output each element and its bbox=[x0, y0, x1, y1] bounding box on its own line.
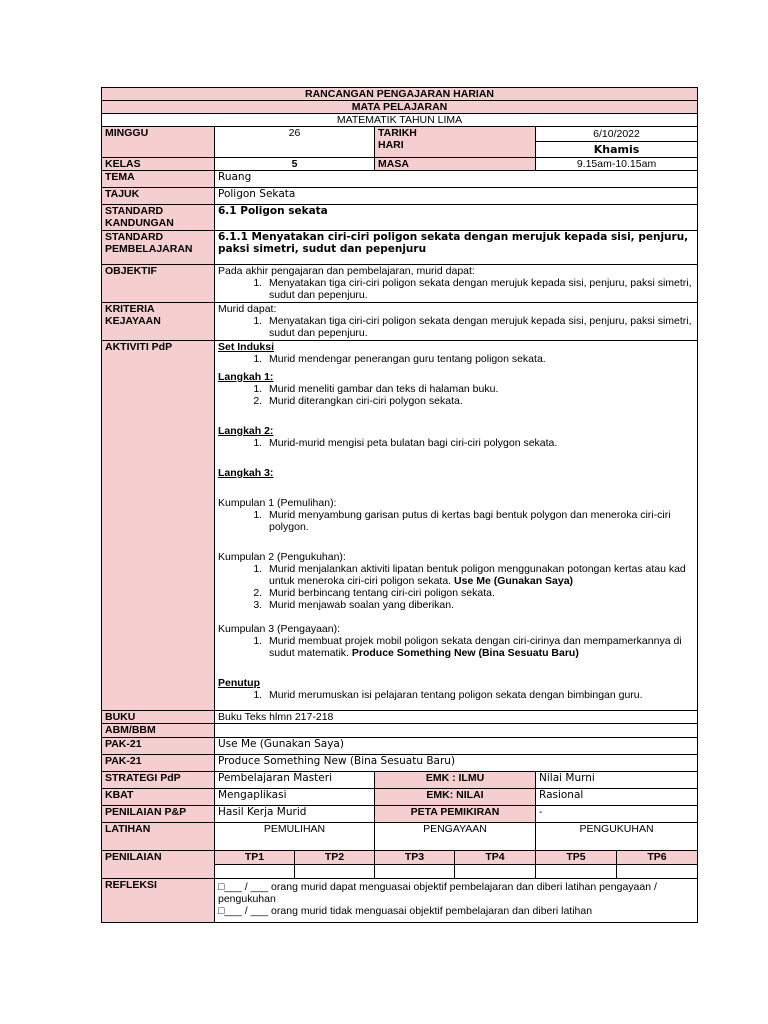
tp3-header: TP3 bbox=[375, 851, 455, 865]
kriteria-label: KRITERIA KEJAYAAN bbox=[102, 303, 215, 341]
latihan-label: LATIHAN bbox=[102, 823, 215, 851]
tp4-cell bbox=[455, 865, 536, 879]
kumpulan3-title: Kumpulan 3 (Pengayaan): bbox=[218, 623, 340, 635]
abm-value bbox=[215, 724, 698, 738]
latihan-pengukuhan: PENGUKUHAN bbox=[536, 823, 698, 851]
pak21-value: Use Me (Gunakan Saya) bbox=[215, 738, 698, 755]
emk-nilai-label: EMK: NILAI bbox=[375, 789, 536, 806]
sp-value: 6.1.1 Menyatakan ciri-ciri poligon sekata dengan merujuk kepada sisi, penjuru, paksi simetri, sudut dan pepenjuru bbox=[215, 231, 698, 265]
kbat-label: KBAT bbox=[102, 789, 215, 806]
plan-title: RANCANGAN PENGAJARAN HARIAN bbox=[102, 88, 698, 101]
langkah1-item: 2. Murid diterangkan ciri-ciri polygon sekata. bbox=[265, 395, 694, 407]
kelas-value: 5 bbox=[215, 158, 375, 171]
objektif-intro: Pada akhir pengajaran dan pembelajaran, murid dapat: bbox=[218, 265, 475, 277]
refleksi-content bbox=[215, 879, 698, 923]
set-induksi-title: Set Induksi bbox=[218, 341, 275, 353]
hari-value: Khamis bbox=[593, 143, 640, 156]
langkah2-title: Langkah 2: bbox=[218, 425, 274, 437]
tp2-cell bbox=[295, 865, 375, 879]
langkah3-title: Langkah 3: bbox=[218, 467, 274, 479]
tajuk-label: TAJUK bbox=[102, 188, 215, 205]
penilaian-pp-value: Hasil Kerja Murid bbox=[215, 806, 375, 823]
sp-label: STANDARD PEMBELAJARAN bbox=[102, 231, 215, 265]
pak21-label: PAK-21 bbox=[102, 755, 215, 772]
pak21-value: Produce Something New (Bina Sesuatu Baru) bbox=[215, 755, 698, 772]
penilaian-label: PENILAIAN bbox=[102, 851, 215, 879]
hari-label: HARI bbox=[378, 139, 404, 151]
tp4-header: TP4 bbox=[455, 851, 536, 865]
kriteria-intro: Murid dapat: bbox=[218, 303, 277, 315]
langkah2-item: 1. Murid-murid mengisi peta bulatan bagi ciri-ciri polygon sekata. bbox=[265, 437, 694, 449]
tp1-header: TP1 bbox=[215, 851, 295, 865]
tp5-header: TP5 bbox=[536, 851, 617, 865]
kriteria-item: 1. Menyatakan tiga ciri-ciri poligon sekata dengan merujuk kepada sisi, penjuru, paksi simetri, sudut dan pepenjuru. bbox=[265, 315, 694, 339]
penutup-item: 1. Murid merumuskan isi pelajaran tentang poligon sekata dengan bimbingan guru. bbox=[265, 689, 694, 701]
objektif-content bbox=[215, 265, 698, 303]
emk-ilmu-value: Nilai Murni bbox=[536, 772, 698, 789]
emk-ilmu-label: EMK : ILMU bbox=[375, 772, 536, 789]
kriteria-content bbox=[215, 303, 698, 341]
minggu-value: 26 bbox=[215, 127, 375, 158]
peta-pemikiran-label: PETA PEMIKIRAN bbox=[375, 806, 536, 823]
subject-heading: MATA PELAJARAN bbox=[102, 101, 698, 114]
refleksi-line-1: □___ / ___ orang murid dapat menguasai objektif pembelajaran dan diberi latihan pengayaan / pengukuhan bbox=[218, 881, 657, 905]
refleksi-line-2: □___ / ___ orang murid tidak menguasai objektif pembelajaran dan diberi latihan bbox=[218, 905, 593, 917]
peta-pemikiran-value: - bbox=[536, 806, 698, 823]
aktiviti-label: AKTIVITI PdP bbox=[102, 341, 215, 711]
emk-nilai-value: Rasional bbox=[536, 789, 698, 806]
tarikh-label: TARIKH bbox=[378, 127, 417, 139]
use-me-label: Use Me (Gunakan Saya) bbox=[454, 575, 574, 587]
tp6-cell bbox=[617, 865, 698, 879]
kumpulan2-title: Kumpulan 2 (Pengukuhan): bbox=[218, 551, 346, 563]
buku-value: Buku Teks hlmn 217-218 bbox=[215, 711, 698, 724]
sk-label: STANDARD KANDUNGAN bbox=[102, 205, 215, 231]
strategi-value: Pembelajaran Masteri bbox=[215, 772, 375, 789]
kumpulan2-item: 2. Murid berbincang tentang ciri-ciri poligon sekata. bbox=[265, 587, 694, 599]
objektif-item: 1. Menyatakan tiga ciri-ciri poligon sekata dengan merujuk kepada sisi, penjuru, paksi simetri, sudut dan pepenjuru. bbox=[265, 277, 694, 301]
kumpulan2-item: 3. Murid menjawab soalan yang diberikan. bbox=[265, 599, 694, 611]
refleksi-label: REFLEKSI bbox=[102, 879, 215, 923]
tajuk-value: Poligon Sekata bbox=[215, 188, 698, 205]
aktiviti-content bbox=[215, 341, 698, 711]
set-induksi-item: 1. Murid mendengar penerangan guru tentang poligon sekata. bbox=[265, 353, 694, 365]
kumpulan1-title: Kumpulan 1 (Pemulihan): bbox=[218, 497, 337, 509]
objektif-label: OBJEKTIF bbox=[102, 265, 215, 303]
tp5-cell bbox=[536, 865, 617, 879]
tema-label: TEMA bbox=[102, 171, 215, 188]
abm-label: ABM/BBM bbox=[102, 724, 215, 738]
produce-something-new-label: Produce Something New (Bina Sesuatu Baru) bbox=[351, 647, 579, 659]
lesson-plan-table bbox=[101, 87, 698, 923]
tarikh-hari-label bbox=[375, 127, 536, 158]
langkah1-title: Langkah 1: bbox=[218, 371, 274, 383]
tp3-cell bbox=[375, 865, 455, 879]
langkah1-item: 1. Murid meneliti gambar dan teks di halaman buku. bbox=[265, 383, 694, 395]
tp2-header: TP2 bbox=[295, 851, 375, 865]
penutup-title: Penutup bbox=[218, 677, 260, 689]
kumpulan3-item: 1. Murid membuat projek mobil poligon sekata dengan ciri-cirinya dan mempamerkannya di sudut matematik. Produce Something New (Bina Sesuatu Baru) bbox=[265, 635, 694, 659]
tema-value: Ruang bbox=[215, 171, 698, 188]
tp1-cell bbox=[215, 865, 295, 879]
masa-label: MASA bbox=[375, 158, 536, 171]
masa-value: 9.15am-10.15am bbox=[536, 158, 698, 171]
latihan-pengayaan: PENGAYAAN bbox=[375, 823, 536, 851]
sk-value: 6.1 Poligon sekata bbox=[215, 205, 698, 231]
tarikh-hari-values bbox=[536, 127, 698, 158]
latihan-pemulihan: PEMULIHAN bbox=[215, 823, 375, 851]
pak21-label: PAK-21 bbox=[102, 738, 215, 755]
strategi-label: STRATEGI PdP bbox=[102, 772, 215, 789]
kelas-label: KELAS bbox=[102, 158, 215, 171]
kbat-value: Mengaplikasi bbox=[215, 789, 375, 806]
kumpulan2-item: 1. Murid menjalankan aktiviti lipatan bentuk poligon menggunakan potongan kertas atau kad untuk meneroka ciri-ciri poligon sekata. Use Me (Gunakan Saya) bbox=[265, 563, 694, 587]
buku-label: BUKU bbox=[102, 711, 215, 724]
penilaian-pp-label: PENILAIAN P&P bbox=[102, 806, 215, 823]
tp6-header: TP6 bbox=[617, 851, 698, 865]
minggu-label: MINGGU bbox=[102, 127, 215, 158]
tarikh-value: 6/10/2022 bbox=[536, 127, 697, 142]
kumpulan1-item: 1. Murid menyambung garisan putus di kertas bagi bentuk polygon dan meneroka ciri-ciri polygon. bbox=[265, 509, 694, 533]
subject-name: MATEMATIK TAHUN LIMA bbox=[102, 114, 698, 127]
